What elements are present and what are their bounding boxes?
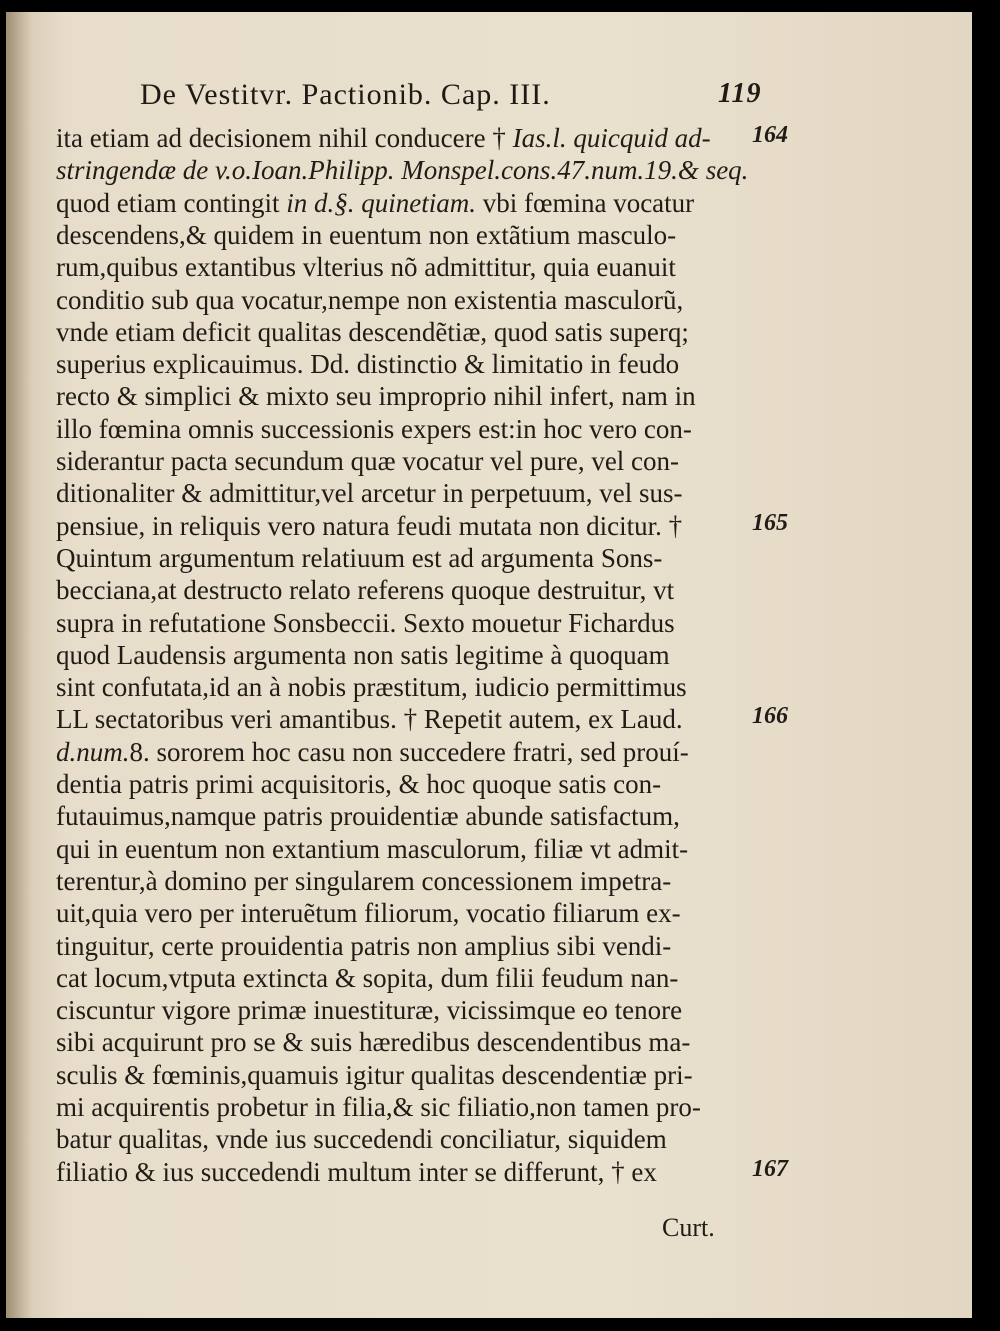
text-run: 8. sororem hoc casu non succedere fratri, sed prouí- xyxy=(129,736,689,767)
text-line xyxy=(56,348,756,380)
text-line xyxy=(56,122,756,154)
margin-number: 164 xyxy=(752,122,788,148)
text-run: filiatio & ius succedendi multum inter se differunt, † ex xyxy=(56,1156,657,1187)
text-line xyxy=(56,413,756,445)
text-run: recto & simplici & mixto seu improprio nihil infert, nam in xyxy=(56,381,696,412)
text-run: superius explicauimus. Dd. distinctio & limitatio in feudo xyxy=(56,349,680,380)
text-line xyxy=(56,703,756,735)
text-run: cat locum,vtputa extincta & sopita, dum filii feudum nan- xyxy=(56,962,679,993)
text-line xyxy=(56,671,756,703)
text-run: dentia patris primi acquisitoris, & hoc quoque satis con- xyxy=(56,769,662,799)
text-run: ditionaliter & admittitur,vel arcetur in perpetuum, vel sus- xyxy=(56,478,683,509)
italic-citation: Ias.l. quicquid ad- xyxy=(512,123,711,153)
text-run: qui in euentum non extantium masculorum, filiæ vt admit- xyxy=(56,833,689,864)
text-line xyxy=(56,316,756,348)
text-line xyxy=(56,897,756,929)
text-run: ciscuntur vigore primæ inuestituræ, vicissimque eo tenore xyxy=(56,995,683,1026)
text-line xyxy=(56,219,756,251)
text-run: descendens,& quidem in euentum non extãtium masculo- xyxy=(56,219,677,250)
running-header xyxy=(140,78,780,112)
text-run: quod Laudensis argumenta non satis legitime à quoquam xyxy=(56,639,670,670)
text-run: LL sectatoribus veri amantibus. † Repetit autem, ex Laud. xyxy=(56,704,683,735)
text-run: quod etiam contingit xyxy=(56,187,287,218)
text-line xyxy=(56,865,756,897)
text-run: vnde etiam deficit qualitas descendẽtiæ, quod satis superq; xyxy=(56,316,689,347)
text-run: sint confutata,id an à nobis præstitum, iudicio permittimus xyxy=(56,672,687,703)
text-line xyxy=(56,284,756,316)
text-run: illo fœmina omnis successionis expers est:in hoc vero con- xyxy=(56,413,692,444)
text-line xyxy=(56,574,756,606)
text-line xyxy=(56,510,756,542)
text-run: conditio sub qua vocatur,nempe non existentia masculorũ, xyxy=(56,284,684,315)
text-line xyxy=(56,930,756,962)
margin-number: 166 xyxy=(752,703,788,730)
catchword: Curt. xyxy=(662,1213,715,1242)
text-line xyxy=(56,251,756,283)
folio-number: 119 xyxy=(718,78,762,109)
text-line xyxy=(56,477,756,509)
text-run: Quintum argumentum relatiuum est ad argumenta Sons- xyxy=(56,542,663,573)
text-line xyxy=(56,187,756,219)
text-run: terentur,à domino per singularem concessionem impetra- xyxy=(56,865,672,896)
text-run: mi acquirentis probetur in filia,& sic filiatio,non tamen pro- xyxy=(56,1092,701,1122)
margin-number: 165 xyxy=(752,509,788,536)
text-line xyxy=(56,1156,756,1188)
text-run: rum,quibus extantibus vlterius nõ admittitur, quia euanuit xyxy=(56,252,676,283)
text-line xyxy=(56,994,756,1026)
text-line xyxy=(56,607,756,639)
margin-number: 167 xyxy=(752,1155,788,1182)
text-run: ita etiam ad decisionem nihil conducere † xyxy=(56,123,513,153)
binding-shadow xyxy=(6,12,32,1318)
text-line xyxy=(56,962,756,994)
text-run: siderantur pacta secundum quæ vocatur vel pure, vel con- xyxy=(56,446,680,476)
italic-citation: in d.§. quinetiam. xyxy=(286,187,476,218)
text-run: batur qualitas, vnde ius succedendi conciliatur, siquidem xyxy=(56,1124,667,1155)
text-line xyxy=(56,1123,756,1155)
text-line xyxy=(56,800,756,832)
text-run: futauimus,namque patris prouidentiæ abunde satisfactum, xyxy=(56,801,680,832)
text-run: uit,quia vero per interuẽtum filiorum, vocatio filiarum ex- xyxy=(56,898,681,929)
text-line xyxy=(56,1091,756,1123)
text-run: becciana,at destructo relato referens quoque destruitur, vt xyxy=(56,575,675,606)
text-line xyxy=(56,1059,756,1091)
text-line xyxy=(56,445,756,477)
text-line xyxy=(56,768,756,800)
text-line xyxy=(56,833,756,865)
text-line xyxy=(56,154,756,186)
italic-citation: d.num. xyxy=(56,736,130,767)
italic-citation: stringendæ de v.o.Ioan.Philipp. Monspel.cons.47.num.19.& seq. xyxy=(56,155,749,186)
text-line xyxy=(56,542,756,574)
text-line xyxy=(56,380,756,412)
text-line xyxy=(56,736,756,768)
text-run: tinguitur, certe prouidentia patris non amplius sibi vendi- xyxy=(56,930,672,961)
text-line xyxy=(56,639,756,671)
text-run: sculis & fœminis,quamuis igitur qualitas descendentiæ pri- xyxy=(56,1059,693,1090)
running-title: De Vestitvr. Pactionib. Cap. III. xyxy=(140,78,551,111)
text-run: pensiue, in reliquis vero natura feudi mutata non dicitur. † xyxy=(56,510,683,541)
text-run: sibi acquirunt pro se & suis hæredibus descendentibus ma- xyxy=(56,1027,691,1058)
text-run: supra in refutatione Sonsbeccii. Sexto mouetur Fichardus xyxy=(56,607,675,638)
text-line xyxy=(56,1026,756,1058)
text-run: vbi fœmina vocatur xyxy=(475,187,695,218)
